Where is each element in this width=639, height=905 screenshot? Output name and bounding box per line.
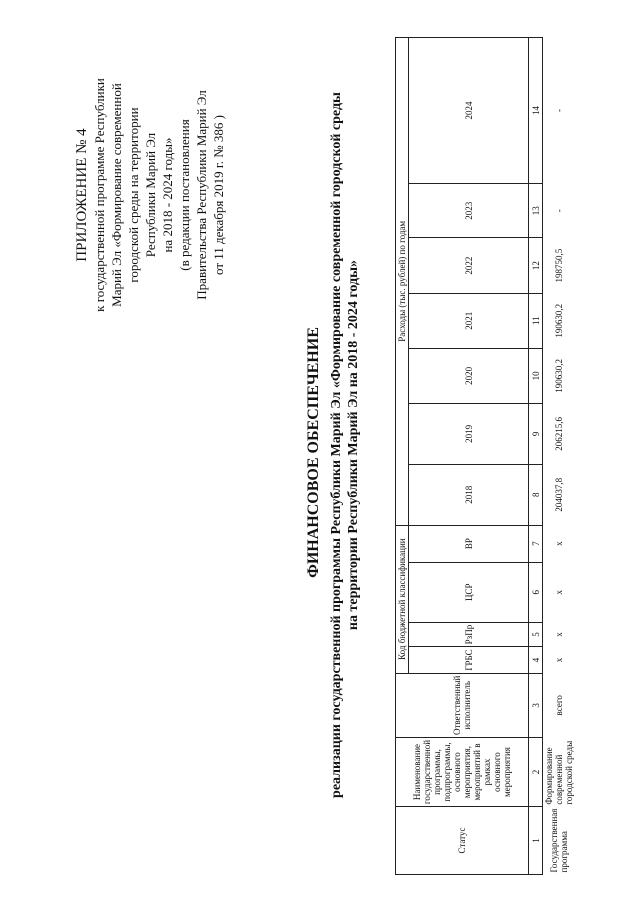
appendix-line: Республики Марий Эл bbox=[143, 132, 158, 258]
header-rzpr: РзПр bbox=[409, 622, 529, 647]
column-number: 8 bbox=[529, 464, 543, 525]
row-value: 206215,6 bbox=[554, 416, 564, 451]
column-number: 12 bbox=[529, 238, 543, 293]
column-number: 5 bbox=[529, 622, 543, 647]
header-year: 2019 bbox=[409, 403, 529, 464]
header-year: 2022 bbox=[409, 238, 529, 293]
appendix-line: ПРИЛОЖЕНИЕ № 4 bbox=[74, 128, 90, 262]
header-year: 2023 bbox=[409, 184, 529, 238]
appendix-header bbox=[74, 45, 227, 345]
subtitle-line: на территории Республики Марий Эл на 2018 - 2024 годы» bbox=[346, 259, 361, 631]
column-number: 6 bbox=[529, 562, 543, 622]
row-rzpr: х bbox=[554, 632, 564, 637]
column-number: 2 bbox=[529, 737, 543, 806]
row-value: 190630,2 bbox=[554, 358, 564, 393]
column-number: 11 bbox=[529, 293, 543, 348]
row-value: 198750,5 bbox=[554, 248, 564, 283]
row-value: - bbox=[554, 109, 564, 113]
subtitle-line: реализации государственной программы Республики Марий Эл «Формирование современной городской среды bbox=[329, 92, 344, 798]
column-number: 4 bbox=[529, 647, 543, 673]
header-grbs: ГРБС bbox=[409, 647, 529, 673]
header-year: 2021 bbox=[409, 293, 529, 348]
row-grbs: х bbox=[554, 657, 564, 663]
header-year: 2020 bbox=[409, 348, 529, 403]
appendix-line: Марий Эл «Формирование современной bbox=[109, 83, 124, 307]
column-number: 3 bbox=[529, 673, 543, 737]
row-status: Государственная программа bbox=[549, 808, 569, 873]
header-vr: ВР bbox=[409, 525, 529, 562]
appendix-line: на 2018 - 2024 годы» bbox=[160, 137, 175, 253]
column-number: 9 bbox=[529, 403, 543, 464]
row-value: 190630,2 bbox=[554, 303, 564, 338]
document-title: ФИНАНСОВОЕ ОБЕСПЕЧЕНИЕ bbox=[305, 327, 322, 578]
header-year: 2018 bbox=[409, 464, 529, 525]
column-number-row bbox=[529, 38, 543, 875]
header-status: Статус bbox=[396, 807, 529, 875]
appendix-line: от 11 декабря 2019 г. № 386 ) bbox=[211, 115, 226, 275]
column-number: 13 bbox=[529, 184, 543, 238]
financing-table bbox=[395, 37, 575, 875]
column-number: 1 bbox=[529, 807, 543, 875]
row-value: 204037,8 bbox=[554, 477, 564, 512]
column-number: 14 bbox=[529, 38, 543, 184]
table-row bbox=[543, 38, 576, 875]
header-budget-code: Код бюджетной классификации bbox=[396, 525, 409, 673]
header-name: Наименование государственной программы, подпрограммы, основного мероприятия, мероприятий в рамках основного мероприятия bbox=[396, 737, 529, 806]
column-number: 10 bbox=[529, 348, 543, 403]
column-number: 7 bbox=[529, 525, 543, 562]
appendix-line: Правительства Республики Марий Эл bbox=[194, 90, 209, 300]
document-subtitle bbox=[328, 25, 362, 865]
header-csr: ЦСР bbox=[409, 562, 529, 622]
appendix-line: городской среды на территории bbox=[126, 107, 141, 283]
row-csr: х bbox=[554, 589, 564, 595]
row-value: - bbox=[554, 209, 564, 213]
row-executor: всего bbox=[554, 695, 564, 716]
appendix-line: (в редакции постановления bbox=[177, 119, 192, 271]
header-executor: Ответственный исполнитель bbox=[396, 673, 529, 737]
header-expenses: Расходы (тыс. рублей) по годам bbox=[396, 38, 409, 526]
row-name: Формирование современной городской среды bbox=[544, 740, 574, 805]
header-year: 2024 bbox=[409, 38, 529, 184]
appendix-line: к государственной программе Республики bbox=[92, 78, 107, 312]
header-row bbox=[396, 38, 409, 875]
row-vr: х bbox=[554, 541, 564, 546]
